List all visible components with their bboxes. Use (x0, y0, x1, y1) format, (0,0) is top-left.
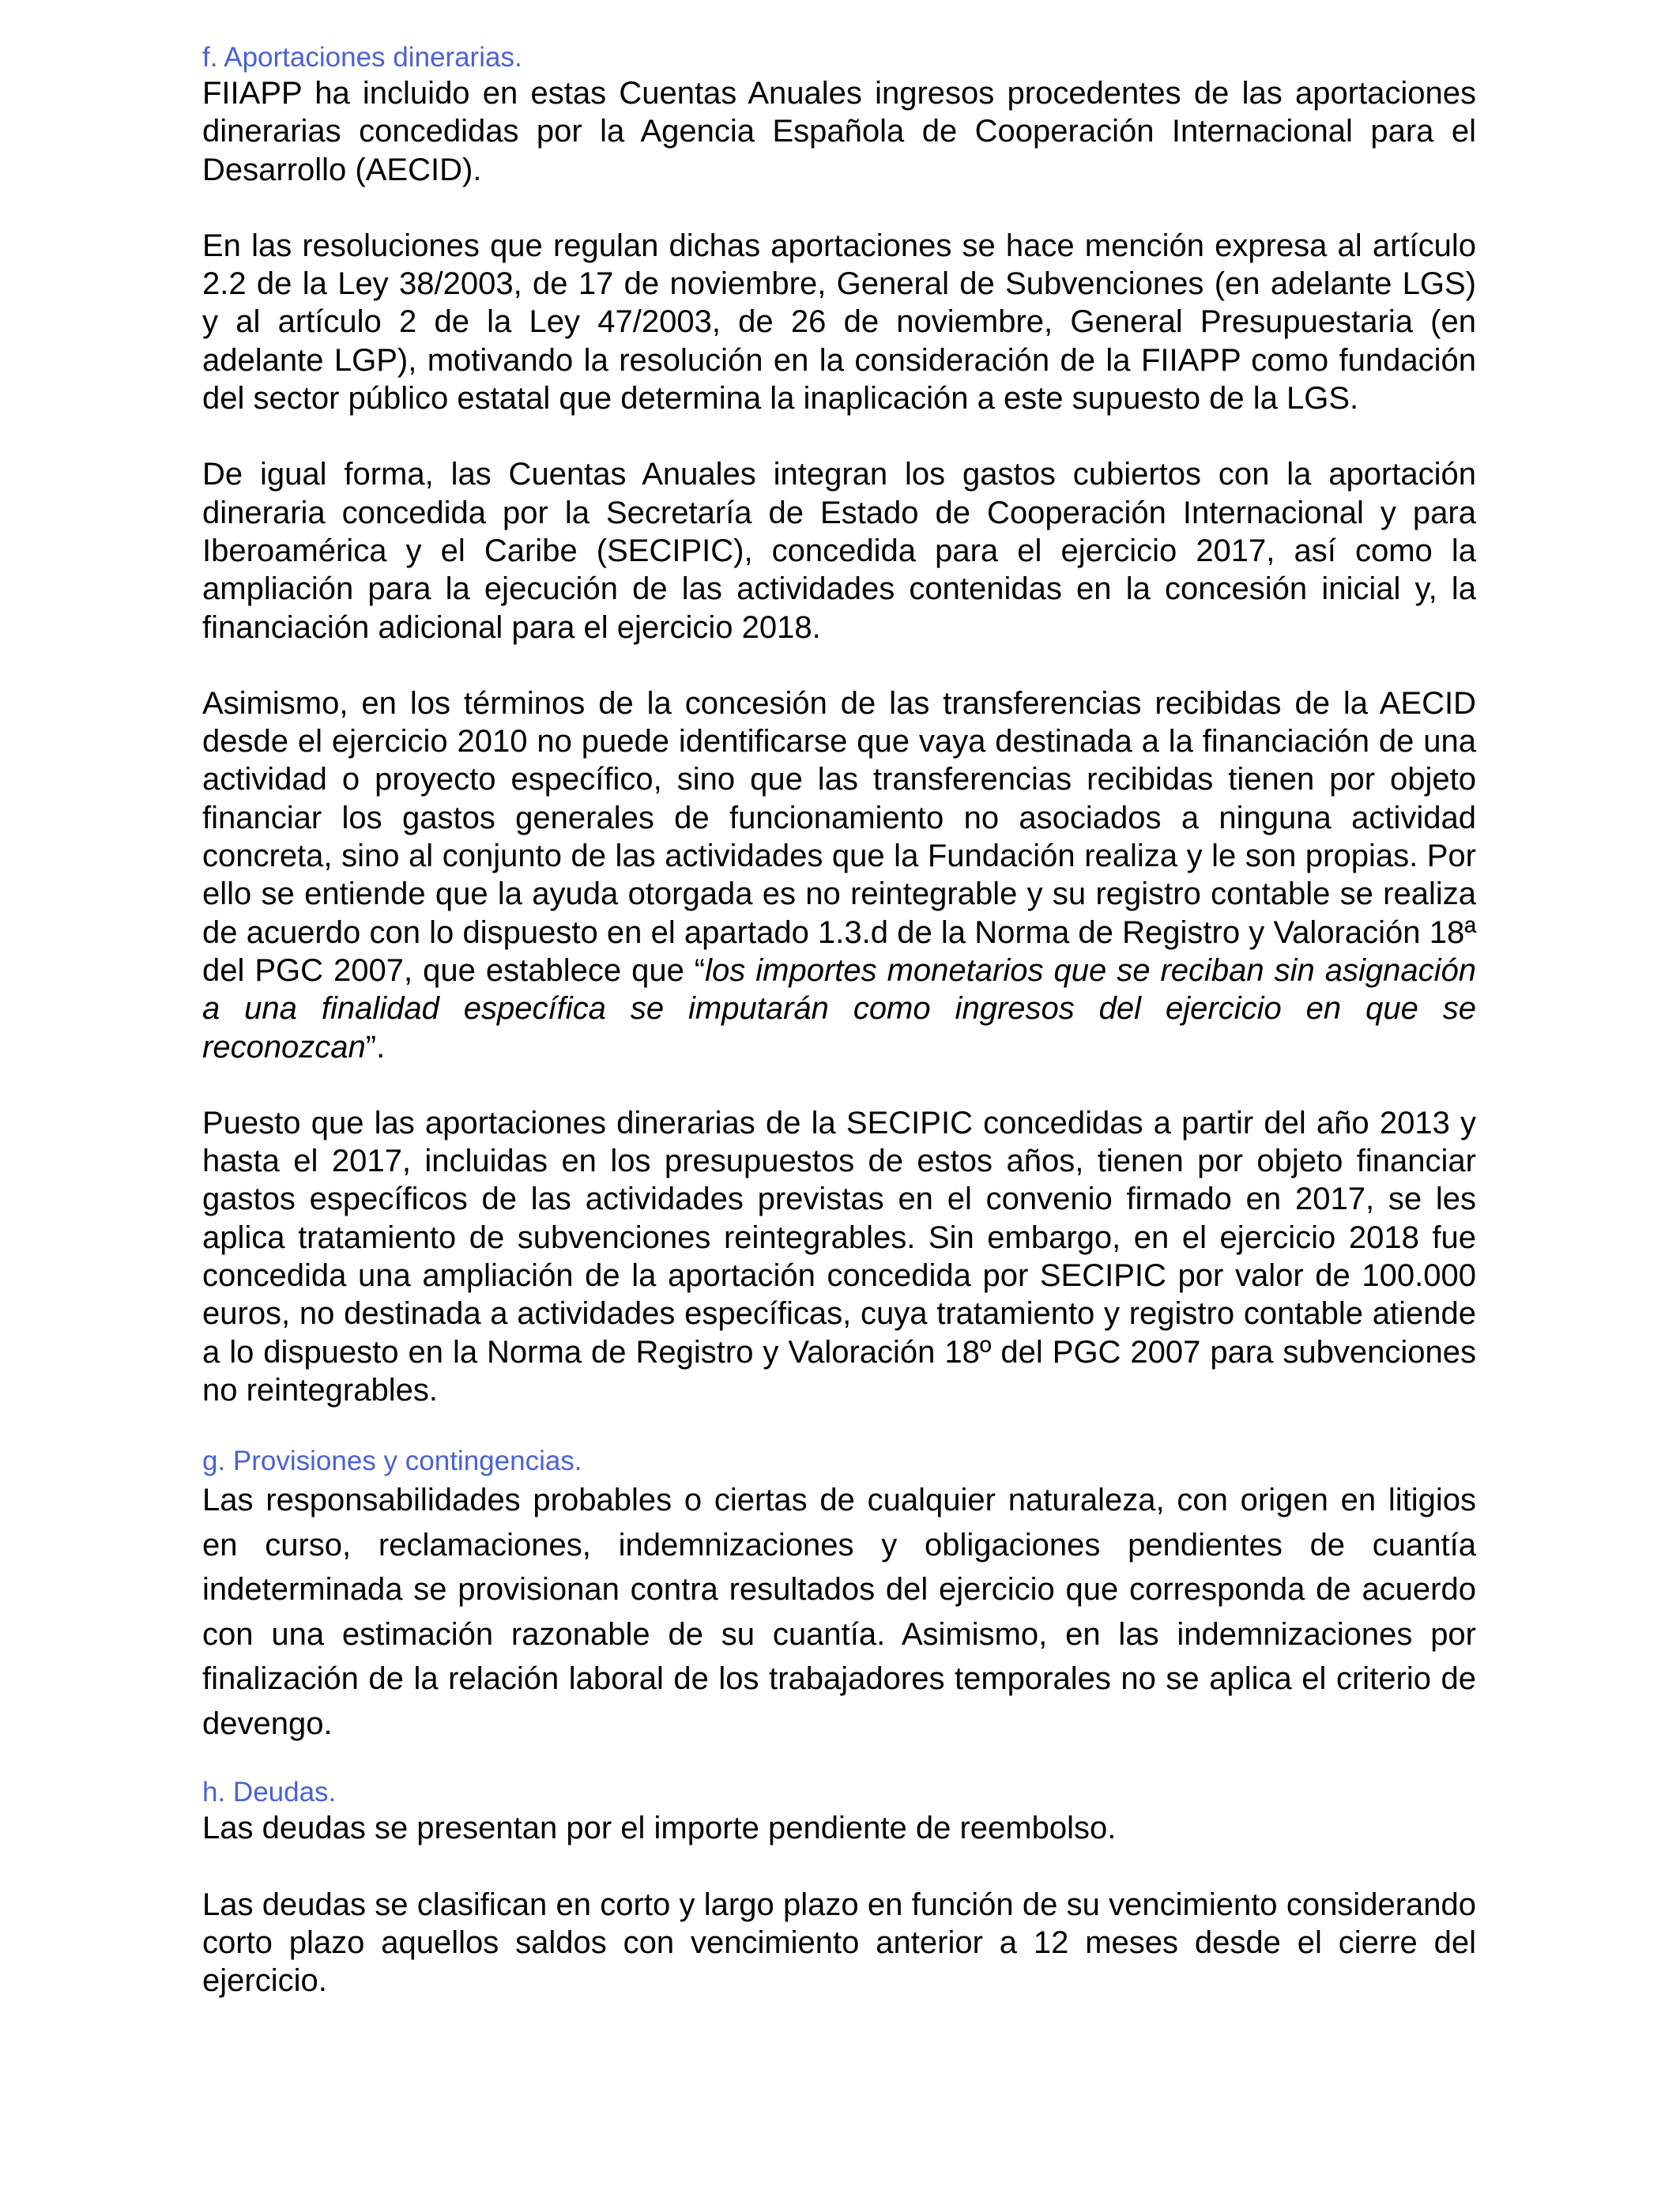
section-h-paragraph-1: Las deudas se presentan por el importe pendiente de reembolso. (202, 1811, 1117, 1846)
section-g-heading: g. Provisiones y contingencias. (202, 1446, 582, 1477)
section-g-paragraph-1: Las responsabilidades probables o ciertas de cualquier naturaleza, con origen en litigios en curso, reclamaciones, indemnizaciones y obligaciones pendientes de cuantía indeterminada se provisionan contra resultados del ejercicio que corresponda de acuerdo con una estimación razonable de su cuantía. Asimismo, en las indemnizaciones por finalización de la relación laboral de los trabajadores temporales no se aplica el criterio de devengo. (202, 1483, 1476, 1741)
paragraph-4-quote: los importes monetarios que se reciban sin asignación a una finalidad específica se imputarán como ingresos del ejercicio en que se reconozcan (202, 952, 1476, 1065)
paragraph-4-end: ”. (365, 1029, 386, 1065)
section-f-paragraph-3: De igual forma, las Cuentas Anuales integran los gastos cubiertos con la aportación dineraria concedida por la Secretaría de Estado de Cooperación Internacional y para Iberoamérica y el Caribe (SECIPIC), concedida para el ejercicio 2017, así como la ampliación para la ejecución de las actividades contenidas en la concesión inicial y, la financiación adicional para el ejercicio 2018. (202, 457, 1476, 645)
section-f-paragraph-2: En las resoluciones que regulan dichas aportaciones se hace mención expresa al artículo 2.2 de la Ley 38/2003, de 17 de noviembre, General de Subvenciones (en adelante LGS) y al artículo 2 de la Ley 47/2003, de 26 de noviembre, General Presupuestaria (en adelante LGP), motivando la resolución en la consideración de la FIIAPP como fundación del sector público estatal que determina la inaplicación a este supuesto de la LGS. (202, 228, 1476, 417)
paragraph-4-text: Asimismo, en los términos de la concesión de las transferencias recibidas de la AECID desde el ejercicio 2010 no puede identificarse que vaya destinada a la financiación de una actividad o proyecto específico, sino que las transferencias recibidas tienen por objeto financiar los gastos generales de funcionamiento no asociados a ninguna actividad concreta, sino al conjunto de las actividades que la Fundación realiza y le son propias. Por ello se entiende que la ayuda otorgada es no reintegrable y su registro contable se realiza de acuerdo con lo dispuesto en el apartado 1.3.d de la Norma de Registro y Valoración 18ª del PGC 2007, que establece que “ (202, 685, 1476, 988)
section-h-heading: h. Deudas. (202, 1777, 337, 1808)
section-h-paragraph-2: Las deudas se clasifican en corto y largo plazo en función de su vencimiento considerando corto plazo aquellos saldos con vencimiento anterior a 12 meses desde el cierre del ejercicio. (202, 1887, 1476, 1999)
section-f-paragraph-5: Puesto que las aportaciones dinerarias de la SECIPIC concedidas a partir del año 2013 y hasta el 2017, incluidas en los presupuestos de estos años, tienen por objeto financiar gastos específicos de las actividades previstas en el convenio firmado en 2017, se les aplica tratamiento de subvenciones reintegrables. Sin embargo, en el ejercicio 2018 fue concedida una ampliación de la aportación concedida por SECIPIC por valor de 100.000 euros, no destinada a actividades específicas, cuya tratamiento y registro contable atiende a lo dispuesto en la Norma de Registro y Valoración 18º del PGC 2007 para subvenciones no reintegrables. (202, 1105, 1476, 1408)
section-f-heading: f. Aportaciones dinerarias. (202, 42, 522, 73)
document-page (202, 41, 1476, 2000)
section-f-paragraph-1: FIIAPP ha incluido en estas Cuentas Anuales ingresos procedentes de las aportaciones dinerarias concedidas por la Agencia Española de Cooperación Internacional para el Desarrollo (AECID). (202, 76, 1476, 187)
section-f-paragraph-4 (202, 684, 1476, 1066)
